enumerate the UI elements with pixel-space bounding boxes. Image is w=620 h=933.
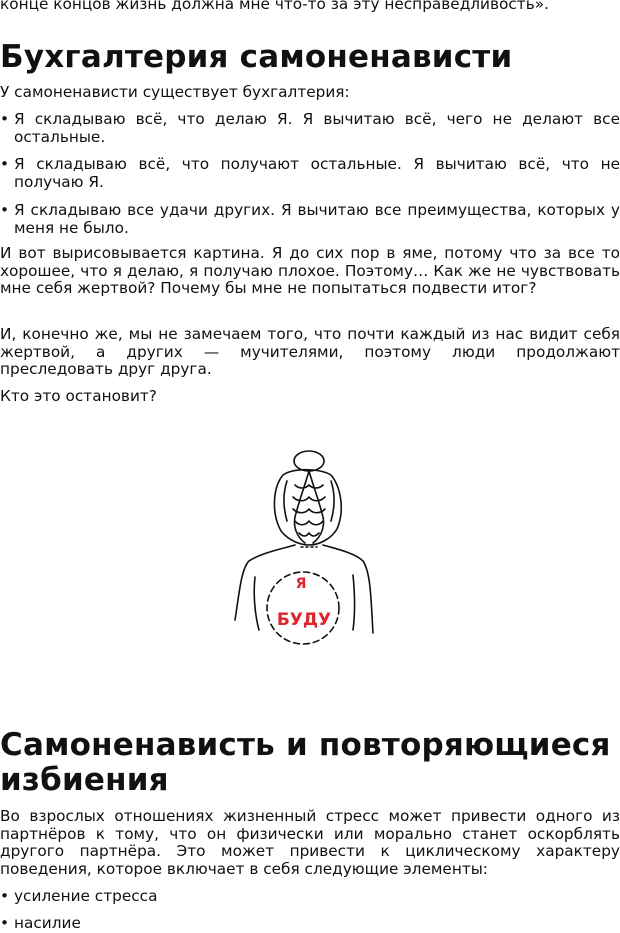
bullet-marker: • xyxy=(0,914,10,932)
paragraph: Во взрослых отношениях жизненный стресс может привести одного из партнёров к тому, что он физически или морально станет оскорблять другого партнёра. Это может привести к циклическому характеру поведения, которое включает в себя следующие элементы: xyxy=(0,807,620,878)
list-item xyxy=(0,156,620,191)
list-item xyxy=(0,888,620,906)
section-heading-line1: Самоненависть и повторяющиеся xyxy=(0,727,611,763)
list-item xyxy=(0,915,620,933)
hair-bun xyxy=(294,451,324,471)
bullet-marker: • xyxy=(0,887,10,905)
paragraph: И вот вырисовывается картина. Я до сих пор в яме, потому что за все то хорошее, что я делаю, я получаю плохое. Поэтому… Как же не чувствовать мне себя жертвой? Почему бы мне не попытаться подвести итог? xyxy=(0,244,620,298)
bullet-marker: • xyxy=(0,201,10,219)
section-intro: У самоненависти существует бухгалтерия: xyxy=(0,83,350,101)
list-item-text: насилие xyxy=(14,914,81,932)
paragraph: И, конечно же, мы не замечаем того, что почти каждый из нас видит себя жертвой, а других — мучителями, поэтому люди продолжают преследовать друг друга. xyxy=(0,325,620,379)
bullet-marker: • xyxy=(0,155,10,173)
list-item-text: Я складываю всё, что делаю Я. Я вычитаю всё, чего не делают все остальные. xyxy=(14,110,620,146)
illustration-person-back xyxy=(225,445,385,655)
list-item-text: усиление стресса xyxy=(14,887,158,905)
illustration-text-top: Я xyxy=(295,576,307,592)
list-item-text: Я складываю всё, что получают остальные. Я вычитаю всё, что не получаю Я. xyxy=(14,155,620,191)
top-text-fragment: конце концов жизнь должна мне что-то за эту несправедливость». xyxy=(0,0,549,13)
paragraph: Кто это остановит? xyxy=(0,387,157,405)
list-item xyxy=(0,111,620,146)
bullet-marker: • xyxy=(0,110,10,128)
list-item-text: Я складываю все удачи других. Я вычитаю все преимущества, которых у меня не было. xyxy=(14,201,620,237)
list-item xyxy=(0,202,620,237)
section-heading-accounting: Бухгалтерия самоненависти xyxy=(0,39,513,75)
section-heading-line2: избиения xyxy=(0,762,169,798)
illustration-text-bottom: БУДУ xyxy=(276,610,332,630)
left-shoulder xyxy=(235,545,295,620)
